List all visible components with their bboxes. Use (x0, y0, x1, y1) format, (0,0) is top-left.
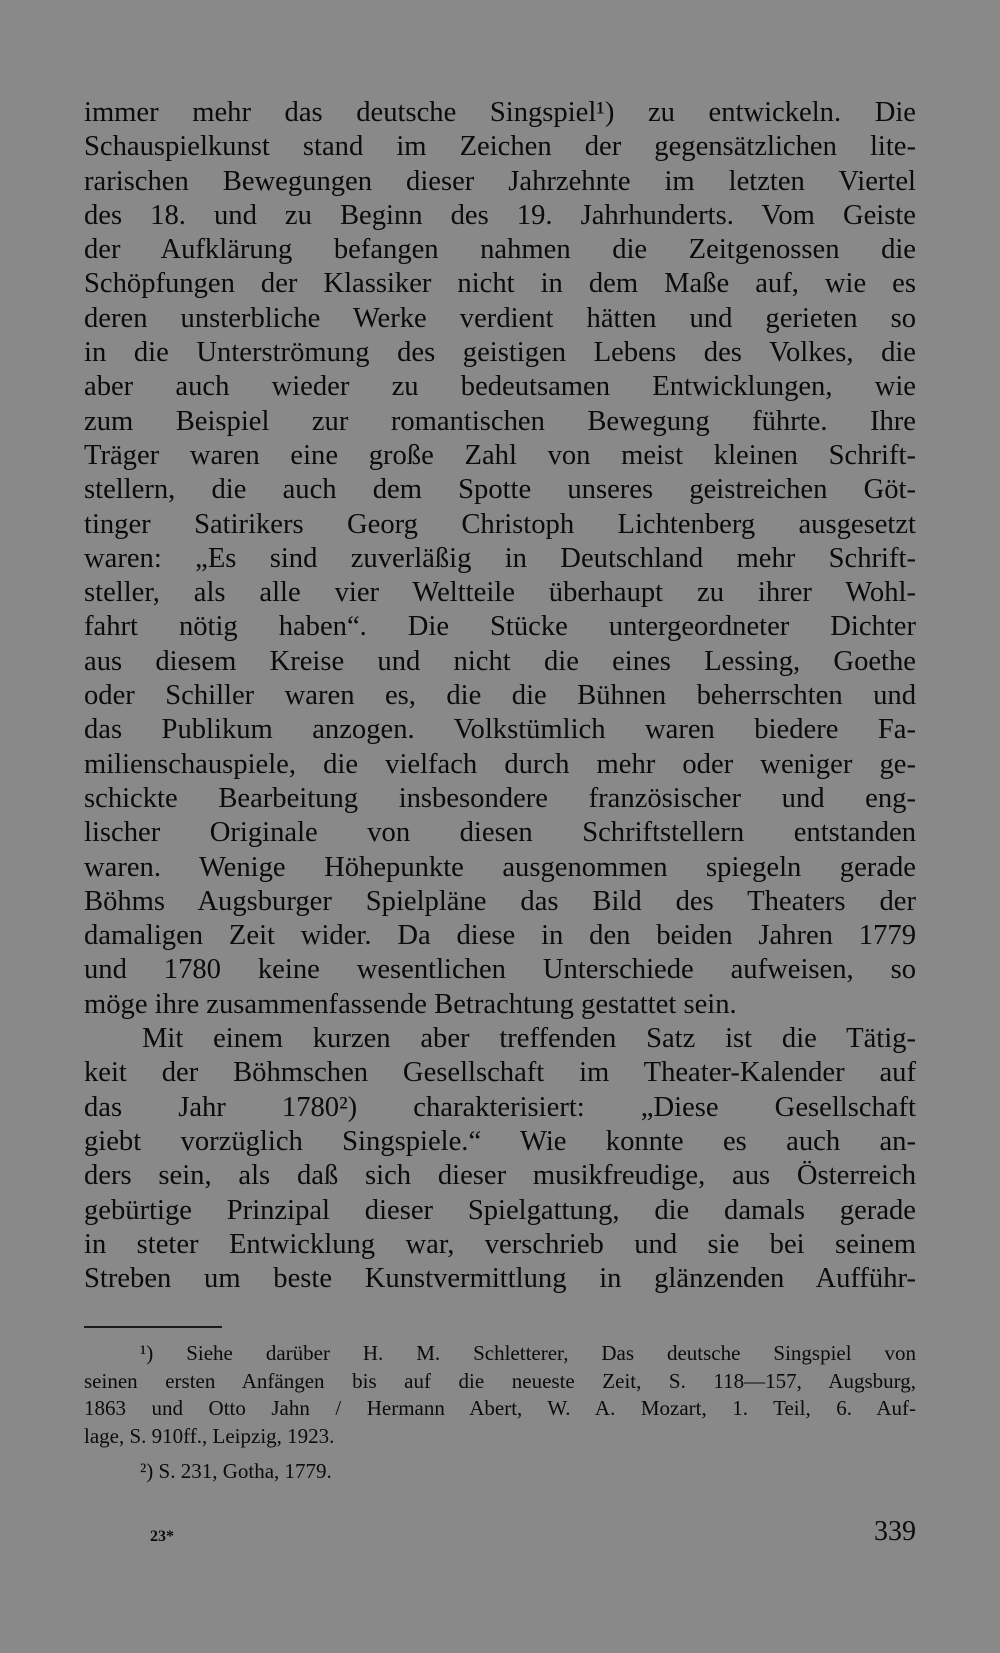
text-line: Schöpfungen der Klassiker nicht in dem Maße auf, wie es (84, 268, 916, 300)
text-line: aus diesem Kreise und nicht die eines Lessing, Goethe (84, 645, 916, 677)
text-line: rarischen Bewegungen dieser Jahrzehnte im letzten Viertel (84, 165, 916, 197)
footnote-line: 1863 und Otto Jahn / Hermann Abert, W. A. Mozart, 1. Teil, 6. Auf- (84, 1396, 916, 1420)
text-line: des 18. und zu Beginn des 19. Jahrhunderts. Vom Geiste (84, 199, 916, 231)
main-text (84, 96, 916, 1296)
signature-mark: 23* (150, 1528, 174, 1545)
text-line: keit der Böhmschen Gesellschaft im Theater-Kalender auf (84, 1057, 916, 1089)
text-line: in die Unterströmung des geistigen Lebens des Volkes, die (84, 337, 916, 369)
footnote-1 (84, 1340, 916, 1450)
text-line: möge ihre zusammenfassende Betrachtung gestattet sein. (84, 988, 737, 1020)
footnotes (84, 1340, 916, 1486)
text-line: oder Schiller waren es, die die Bühnen beherrschten und (84, 680, 916, 712)
text-line: milienschauspiele, die vielfach durch mehr oder weniger ge- (84, 748, 916, 780)
text-line: lischer Originale von diesen Schriftstellern entstanden (84, 817, 916, 849)
footnote-line: ²) S. 231, Gotha, 1779. (140, 1459, 332, 1483)
text-line: fahrt nötig haben“. Die Stücke untergeordneter Dichter (84, 611, 916, 643)
text-line: zum Beispiel zur romantischen Bewegung führte. Ihre (84, 405, 916, 437)
footnote-divider (84, 1326, 222, 1328)
text-line: waren. Wenige Höhepunkte ausgenommen spiegeln gerade (84, 851, 916, 883)
footnote-line: ¹) Siehe darüber H. M. Schletterer, Das deutsche Singspiel von (140, 1341, 916, 1365)
page-number: 339 (874, 1516, 916, 1547)
text-line: giebt vorzüglich Singspiele.“ Wie konnte es auch an- (84, 1125, 916, 1157)
footnote-2 (84, 1458, 916, 1486)
text-line: der Aufklärung befangen nahmen die Zeitgenossen die (84, 234, 916, 266)
text-line: damaligen Zeit wider. Da diese in den beiden Jahren 1779 (84, 920, 916, 952)
text-line: und 1780 keine wesentlichen Unterschiede aufweisen, so (84, 954, 916, 986)
text-line: stellern, die auch dem Spotte unseres geistreichen Göt- (84, 474, 916, 506)
text-line: Böhms Augsburger Spielpläne das Bild des Theaters der (84, 885, 916, 917)
text-line: schickte Bearbeitung insbesondere französischer und eng- (84, 782, 916, 814)
paragraph-first-line: Mit einem kurzen aber treffenden Satz ist die Tätig- (142, 1023, 916, 1055)
text-line: waren: „Es sind zuverläßig in Deutschland mehr Schrift- (84, 542, 916, 574)
text-line: ders sein, als daß sich dieser musikfreudige, aus Österreich (84, 1160, 916, 1192)
text-line: steller, als alle vier Weltteile überhaupt zu ihrer Wohl- (84, 577, 916, 609)
footnote-line: seinen ersten Anfängen bis auf die neueste Zeit, S. 118—157, Augsburg, (84, 1368, 916, 1393)
footnote-line: lage, S. 910ff., Leipzig, 1923. (84, 1423, 335, 1448)
text-line: deren unsterbliche Werke verdient hätten und gerieten so (84, 302, 916, 334)
text-line: das Publikum anzogen. Volkstümlich waren biedere Fa- (84, 714, 916, 746)
text-line: aber auch wieder zu bedeutsamen Entwicklungen, wie (84, 371, 916, 403)
text-line: in steter Entwicklung war, verschrieb und sie bei seinem (84, 1228, 916, 1260)
text-line: Träger waren eine große Zahl von meist kleinen Schrift- (84, 439, 916, 471)
text-line: tinger Satirikers Georg Christoph Lichtenberg ausgesetzt (84, 508, 916, 540)
text-line: gebürtige Prinzipal dieser Spielgattung, die damals gerade (84, 1194, 916, 1226)
text-line: immer mehr das deutsche Singspiel¹) zu entwickeln. Die (84, 97, 916, 128)
text-line: Streben um beste Kunstvermittlung in glänzenden Aufführ- (84, 1263, 916, 1295)
text-line: Schauspielkunst stand im Zeichen der gegensätzlichen lite- (84, 131, 916, 163)
text-line: das Jahr 1780²) charakterisiert: „Diese Gesellschaft (84, 1091, 916, 1123)
